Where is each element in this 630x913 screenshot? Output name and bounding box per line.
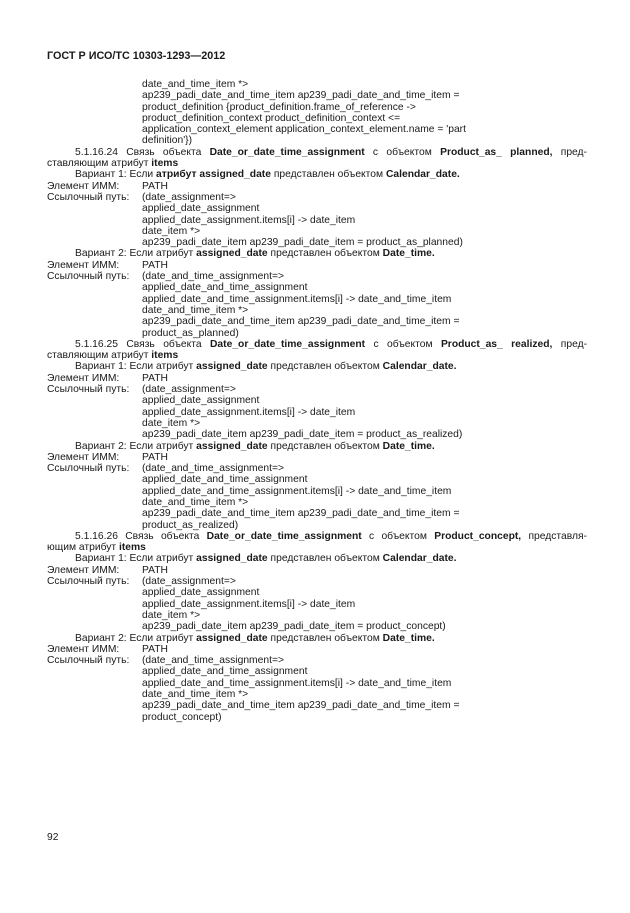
code-line: applied_date_and_time_assignment	[142, 282, 308, 294]
ref-path-row: Ссылочный путь: (date_assignment=>	[47, 191, 236, 203]
code-line: product_as_planned)	[142, 327, 239, 339]
variant-2: Вариант 2: Если атрибут assigned_date представлен объектом Date_time.	[75, 440, 435, 452]
code-line: product_as_realized)	[142, 519, 239, 531]
code-line: definition'})	[142, 135, 193, 147]
code-line: applied_date_and_time_assignment	[142, 666, 308, 678]
code-line: date_and_time_item *>	[142, 304, 249, 316]
variant-1: Вариант 1: Если атрибут assigned_date представлен объектом Calendar_date.	[75, 361, 457, 373]
code-line: date_and_time_item *>	[142, 496, 249, 508]
variant-1: Вариант 1: Если атрибут assigned_date представлен объектом Calendar_date.	[75, 553, 457, 565]
code-line: applied_date_and_time_assignment.items[i] -> date_and_time_item	[142, 677, 452, 689]
section-5-1-16-25	[47, 339, 587, 531]
code-line: ap239_padi_date_and_time_item ap239_padi_date_and_time_item =	[142, 700, 460, 712]
page-header: ГОСТ Р ИСО/ТС 10303-1293—2012	[47, 50, 226, 62]
ref-path-row: Ссылочный путь: (date_and_time_assignment=>	[47, 655, 284, 667]
code-line: product_concept)	[142, 711, 222, 723]
code-line: ap239_padi_date_item ap239_padi_date_item = product_concept)	[142, 621, 446, 633]
code-line: product_definition {product_definition.frame_of_reference ->	[142, 101, 416, 113]
section-heading-cont: ставляющим атрибут items	[47, 350, 179, 362]
code-line: applied_date_and_time_assignment	[142, 474, 308, 486]
ref-path-row: Ссылочный путь: (date_assignment=>	[47, 576, 236, 588]
code-line: applied_date_assignment.items[i] -> date_item	[142, 214, 356, 226]
section-heading: 5.1.16.26 Связь объекта Date_or_date_time_assignment с объектом Product_concept, представля-	[75, 530, 587, 542]
section-heading-cont: ющим атрибут items	[47, 542, 146, 554]
element-row: Элемент ИММ: PATH	[47, 180, 168, 192]
code-line: date_item *>	[142, 225, 201, 237]
code-line: ap239_padi_date_and_time_item ap239_padi_date_and_time_item =	[142, 316, 460, 328]
section-5-1-16-24	[47, 147, 587, 339]
code-line: application_context_element application_context_element.name = 'part	[142, 124, 466, 136]
code-line: date_and_time_item *>	[142, 689, 249, 701]
section-heading-cont: ставляющим атрибут items	[47, 158, 179, 170]
code-line: ap239_padi_date_and_time_item ap239_padi_date_and_time_item =	[142, 508, 460, 520]
variant-2: Вариант 2: Если атрибут assigned_date представлен объектом Date_time.	[75, 632, 435, 644]
page-number: 92	[47, 832, 59, 843]
code-line: ap239_padi_date_item ap239_padi_date_item = product_as_realized)	[142, 429, 463, 441]
element-row: Элемент ИММ: PATH	[47, 643, 168, 655]
ref-path-row: Ссылочный путь: (date_assignment=>	[47, 384, 236, 396]
code-line: date_item *>	[142, 609, 201, 621]
code-line: applied_date_assignment	[142, 587, 260, 599]
code-line: ap239_padi_date_item ap239_padi_date_item = product_as_planned)	[142, 237, 463, 249]
code-line: applied_date_assignment.items[i] -> date_item	[142, 406, 356, 418]
code-line: applied_date_assignment.items[i] -> date_item	[142, 598, 356, 610]
variant-1: Вариант 1: Если атрибут assigned_date представлен объектом Calendar_date.	[75, 169, 460, 181]
code-line: date_item *>	[142, 417, 201, 429]
ref-path-row: Ссылочный путь: (date_and_time_assignment=>	[47, 271, 284, 283]
variant-2: Вариант 2: Если атрибут assigned_date представлен объектом Date_time.	[75, 248, 435, 260]
code-line: applied_date_assignment	[142, 395, 260, 407]
code-line: product_definition_context product_definition_context <=	[142, 112, 401, 124]
element-row: Элемент ИММ: PATH	[47, 564, 168, 576]
element-row: Элемент ИММ: PATH	[47, 259, 168, 271]
element-row: Элемент ИММ: PATH	[47, 451, 168, 463]
code-line: applied_date_assignment	[142, 203, 260, 215]
ref-path-row: Ссылочный путь: (date_and_time_assignment=>	[47, 463, 284, 475]
section-heading: 5.1.16.24 Связь объекта Date_or_date_time_assignment с объектом Product_as_ planned, пред-	[75, 146, 587, 158]
code-line: date_and_time_item *>	[142, 79, 249, 90]
element-row: Элемент ИММ: PATH	[47, 372, 168, 384]
code-line: applied_date_and_time_assignment.items[i] -> date_and_time_item	[142, 293, 452, 305]
page-content	[47, 79, 587, 723]
code-line: ap239_padi_date_and_time_item ap239_padi_date_and_time_item =	[142, 90, 460, 102]
section-heading: 5.1.16.25 Связь объекта Date_or_date_time_assignment с объектом Product_as_ realized, пред-	[75, 338, 588, 350]
top-continuation	[47, 79, 587, 147]
code-line: applied_date_and_time_assignment.items[i] -> date_and_time_item	[142, 485, 452, 497]
section-5-1-16-26	[47, 531, 587, 723]
